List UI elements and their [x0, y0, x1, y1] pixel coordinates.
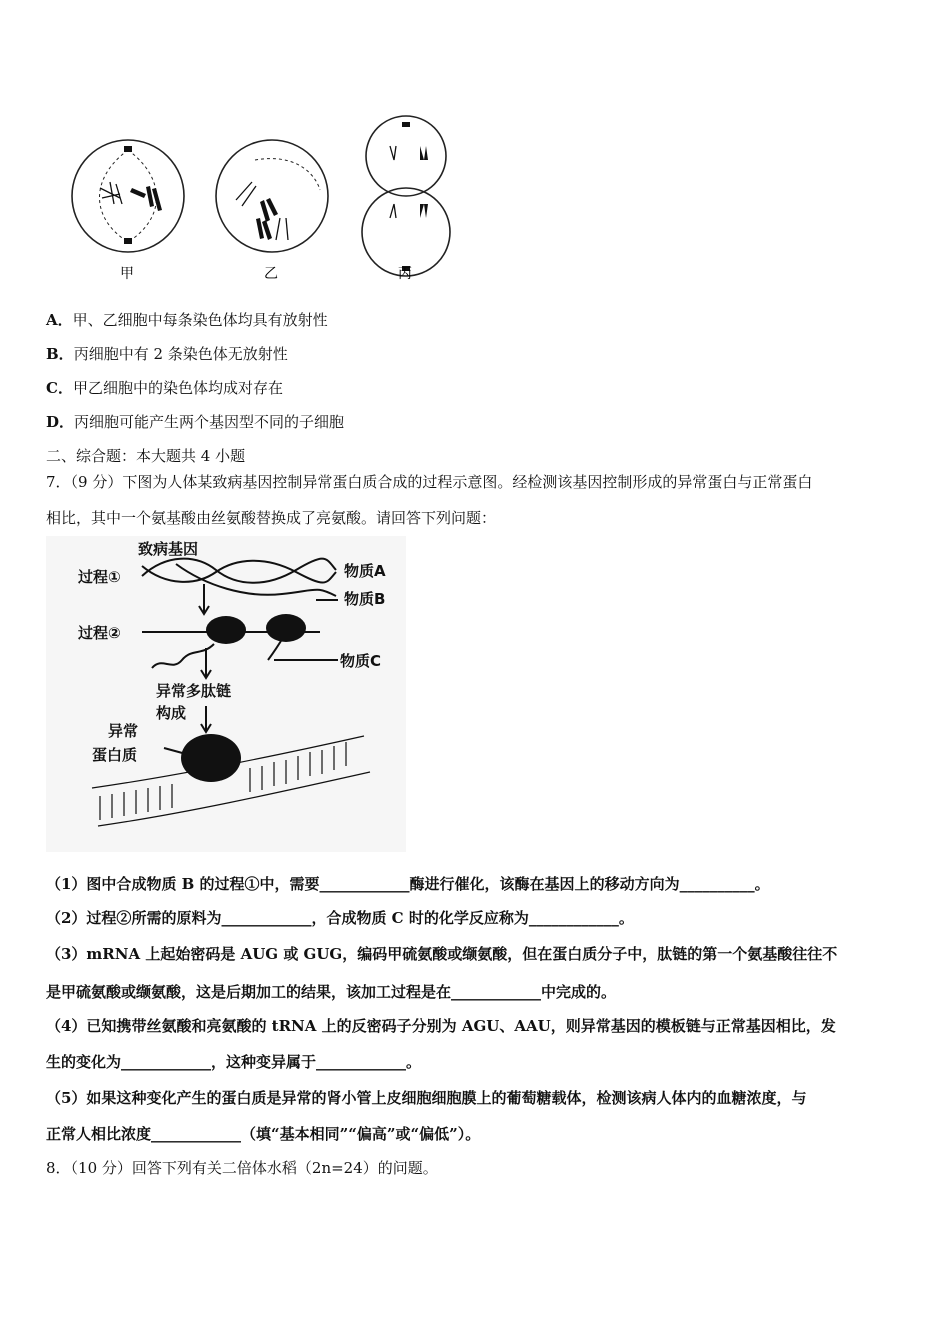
label-process2: 过程②: [78, 624, 121, 642]
q7-sub4-line2: 生的变化为____________，这种变异属于____________。: [46, 1053, 422, 1071]
option-b: B．丙细胞中有 2 条染色体无放射性: [46, 345, 288, 363]
q7-stem-line1: 7．（9 分）下图为人体某致病基因控制异常蛋白质合成的过程示意图。经检测该基因控制形成的异常蛋白与正常蛋白: [46, 473, 813, 491]
label-substance-c: 物质C: [340, 652, 382, 670]
label-process1: 过程①: [78, 568, 121, 586]
q7-sub4-line1: （4）已知携带丝氨酸和亮氨酸的 tRNA 上的反密码子分别为 AGU、AAU，则异常基因的模板链与正常基因相比，发: [46, 1017, 836, 1035]
q7-sub5-line2: 正常人相比浓度____________（填“基本相同”“偏高”或“偏低”）。: [46, 1125, 481, 1143]
label-protein-2: 蛋白质: [92, 746, 138, 764]
cell-label-yi: 乙: [264, 266, 278, 282]
option-d: D．丙细胞可能产生两个基因型不同的子细胞: [46, 413, 345, 431]
q7-sub2: （2）过程②所需的原料为____________，合成物质 C 时的化学反应称为____________。: [46, 909, 634, 927]
option-c: C．甲乙细胞中的染色体均成对存在: [46, 379, 283, 397]
q7-sub3-line2: 是甲硫氨酸或缬氨酸，这是后期加工的结果，该加工过程是在____________中完成的。: [46, 983, 617, 1001]
label-substance-a: 物质A: [344, 562, 386, 580]
label-protein-1: 异常: [108, 722, 139, 740]
cell-label-bing: 丙: [398, 266, 412, 282]
section-title: 二、综合题：本大题共 4 小题: [46, 447, 246, 465]
gene-expression-figure: [46, 536, 406, 852]
q7-stem-line2: 相比，其中一个氨基酸由丝氨酸替换成了亮氨酸。请回答下列问题：: [46, 509, 497, 527]
label-gene: 致病基因: [138, 540, 199, 558]
label-peptide: 异常多肽链: [156, 682, 232, 700]
option-a: A．甲、乙细胞中每条染色体均具有放射性: [46, 311, 328, 329]
q8-stem: 8．（10 分）回答下列有关二倍体水稻（2n=24）的问题。: [46, 1159, 438, 1177]
q7-sub3-line1: （3）mRNA 上起始密码是 AUG 或 GUG，编码甲硫氨酸或缬氨酸，但在蛋白质分子中，肽链的第一个氨基酸往往不: [46, 945, 838, 963]
q7-sub5-line1: （5）如果这种变化产生的蛋白质是异常的肾小管上皮细胞细胞膜上的葡萄糖载体，检测该病人体内的血糖浓度，与: [46, 1089, 807, 1107]
label-form: 构成: [156, 704, 187, 722]
cell-division-figure: [60, 108, 480, 288]
cell-label-jia: 甲: [120, 266, 134, 282]
q7-sub1: （1）图中合成物质 B 的过程①中，需要____________酶进行催化，该酶在基因上的移动方向为__________。: [46, 875, 770, 893]
label-substance-b: 物质B: [344, 590, 386, 608]
